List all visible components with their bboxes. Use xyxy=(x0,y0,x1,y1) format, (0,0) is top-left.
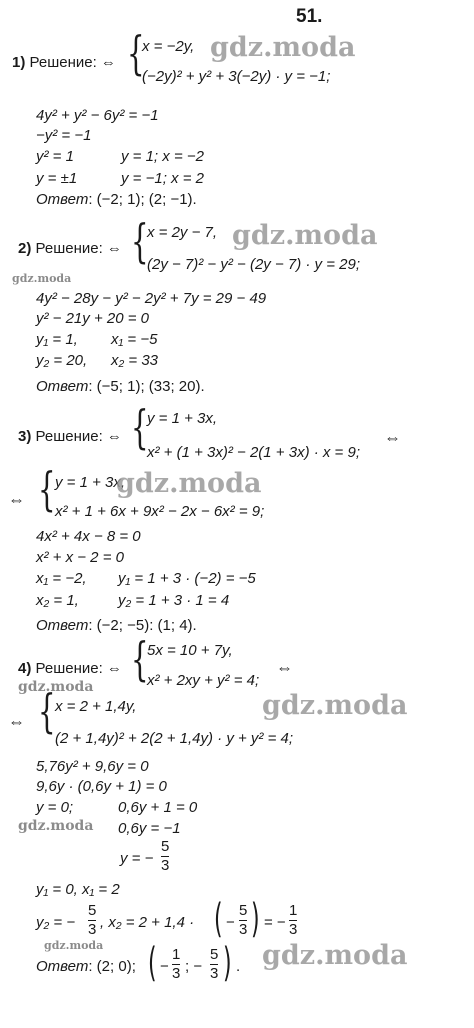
paren: ) xyxy=(251,896,260,942)
p2-step-4b: x₂ = 33 xyxy=(111,352,158,369)
watermark: gdz.moda xyxy=(116,468,262,499)
fraction: 5 3 xyxy=(88,902,97,938)
p1-answer: Ответ: (−2; 1); (2; −1). xyxy=(36,191,197,208)
p4-step-7b: , x₂ = 2 + 1,4 · xyxy=(100,914,195,931)
system-brace: { xyxy=(131,632,149,686)
p2-step-1: 4y² − 28y − y² − 2y² + 7y = 29 − 49 xyxy=(36,290,267,307)
system-brace: { xyxy=(38,684,56,738)
p2-step-2: y² − 21y + 20 = 0 xyxy=(36,310,149,327)
p4-step-7a: y₂ = − xyxy=(36,914,76,931)
p3-step-3a: x₁ = −2, xyxy=(36,570,87,587)
fraction: 5 3 xyxy=(210,946,219,982)
equivalence-arrow: ⇔ xyxy=(276,658,293,677)
paren: ( xyxy=(214,896,223,942)
p2-step-3b: x₁ = −5 xyxy=(111,331,158,348)
p4-step-5: y = − xyxy=(120,850,154,867)
p1-step-1: 4y² + y² − 6y² = −1 xyxy=(36,107,159,124)
system-brace: { xyxy=(131,214,149,268)
p4-system-line-3: x = 2 + 1,4y, xyxy=(55,698,137,715)
p1-step-3a: y² = 1 xyxy=(36,148,74,165)
p3-system-line-1: y = 1 + 3x, xyxy=(147,410,218,427)
p3-system-line-3: y = 1 + 3x, xyxy=(55,474,126,491)
equivalence-arrow: ⇔ xyxy=(384,428,401,447)
p4-step-2: 9,6y · (0,6y + 1) = 0 xyxy=(36,778,167,795)
p3-answer: Ответ: (−2; −5): (1; 4). xyxy=(36,617,197,634)
p4-step-4: 0,6y = −1 xyxy=(118,820,181,837)
p4-answer-sep: ; − xyxy=(185,958,203,975)
equivalence-arrow: ⇔ xyxy=(8,712,25,731)
p4-system-line-1: 5x = 10 + 7y, xyxy=(147,642,233,659)
p3-step-4b: y₂ = 1 + 3 · 1 = 4 xyxy=(118,592,230,609)
p4-answer-end: . xyxy=(236,958,241,975)
p1-system-line-1: x = −2y, xyxy=(142,38,195,55)
p2-answer: Ответ: (−5; 1); (33; 20). xyxy=(36,378,205,395)
p2-step-4a: y₂ = 20, xyxy=(36,352,88,369)
p2-system-line-2: (2y − 7)² − y² − (2y − 7) · y = 29; xyxy=(147,256,360,273)
p1-step-3b: y = 1; x = −2 xyxy=(121,148,204,165)
problem-2-lead: 2) Решение: ⇔ xyxy=(18,240,122,257)
system-brace: { xyxy=(131,400,149,454)
paren: ( xyxy=(148,940,157,986)
p1-system-line-2: (−2y)² + y² + 3(−2y) · y = −1; xyxy=(142,68,331,85)
p1-step-2: −y² = −1 xyxy=(36,127,92,144)
p3-step-4a: x₂ = 1, xyxy=(36,592,79,609)
problem-3-lead: 3) Решение: ⇔ xyxy=(18,428,122,445)
p1-step-4b: y = −1; x = 2 xyxy=(121,170,204,187)
p4-step-3a: y = 0; xyxy=(36,799,74,816)
p1-step-4a: y = ±1 xyxy=(36,170,78,187)
watermark: gdz.moda xyxy=(18,818,94,834)
fraction: 5 3 xyxy=(161,838,170,874)
equivalence-arrow: ⇔ xyxy=(8,490,25,509)
watermark: gdz.moda xyxy=(12,272,72,285)
p4-system-line-2: x² + 2xy + y² = 4; xyxy=(147,672,260,689)
p3-system-line-4: x² + 1 + 6x + 9x² − 2x − 6x² = 9; xyxy=(55,503,265,520)
exercise-number: 51. xyxy=(296,6,323,27)
p4-step-1: 5,76y² + 9,6y = 0 xyxy=(36,758,149,775)
system-brace: { xyxy=(127,26,145,80)
fraction: 5 3 xyxy=(239,902,248,938)
watermark: gdz.moda xyxy=(232,220,378,251)
p3-step-1: 4x² + 4x − 8 = 0 xyxy=(36,528,141,545)
fraction: 1 3 xyxy=(172,946,181,982)
watermark: gdz.moda xyxy=(262,940,408,971)
p3-system-line-2: x² + (1 + 3x)² − 2(1 + 3x) · x = 9; xyxy=(147,444,360,461)
p4-step-6: y₁ = 0, x₁ = 2 xyxy=(36,881,120,898)
p4-answer: Ответ: (2; 0); xyxy=(36,958,136,975)
watermark: gdz.moda xyxy=(44,939,104,952)
watermark: gdz.moda xyxy=(18,679,94,695)
p4-step-3b: 0,6y + 1 = 0 xyxy=(118,799,198,816)
problem-4-lead: 4) Решение: ⇔ xyxy=(18,660,122,677)
p2-step-3a: y₁ = 1, xyxy=(36,331,78,348)
watermark: gdz.moda xyxy=(210,32,356,63)
p4-step-7c: − xyxy=(226,914,235,931)
problem-1-lead: 1) Решение: ⇔ xyxy=(12,54,116,71)
p2-system-line-1: x = 2y − 7, xyxy=(147,224,218,241)
system-brace: { xyxy=(38,462,56,516)
fraction: 1 3 xyxy=(289,902,298,938)
p4-system-line-4: (2 + 1,4y)² + 2(2 + 1,4y) · y + y² = 4; xyxy=(55,730,294,747)
watermark: gdz.moda xyxy=(262,690,408,721)
p3-step-3b: y₁ = 1 + 3 · (−2) = −5 xyxy=(118,570,256,587)
p4-step-7d: = − xyxy=(264,914,286,931)
paren: ) xyxy=(223,940,232,986)
p3-step-2: x² + x − 2 = 0 xyxy=(36,549,124,566)
p4-answer-sign: − xyxy=(160,958,169,975)
